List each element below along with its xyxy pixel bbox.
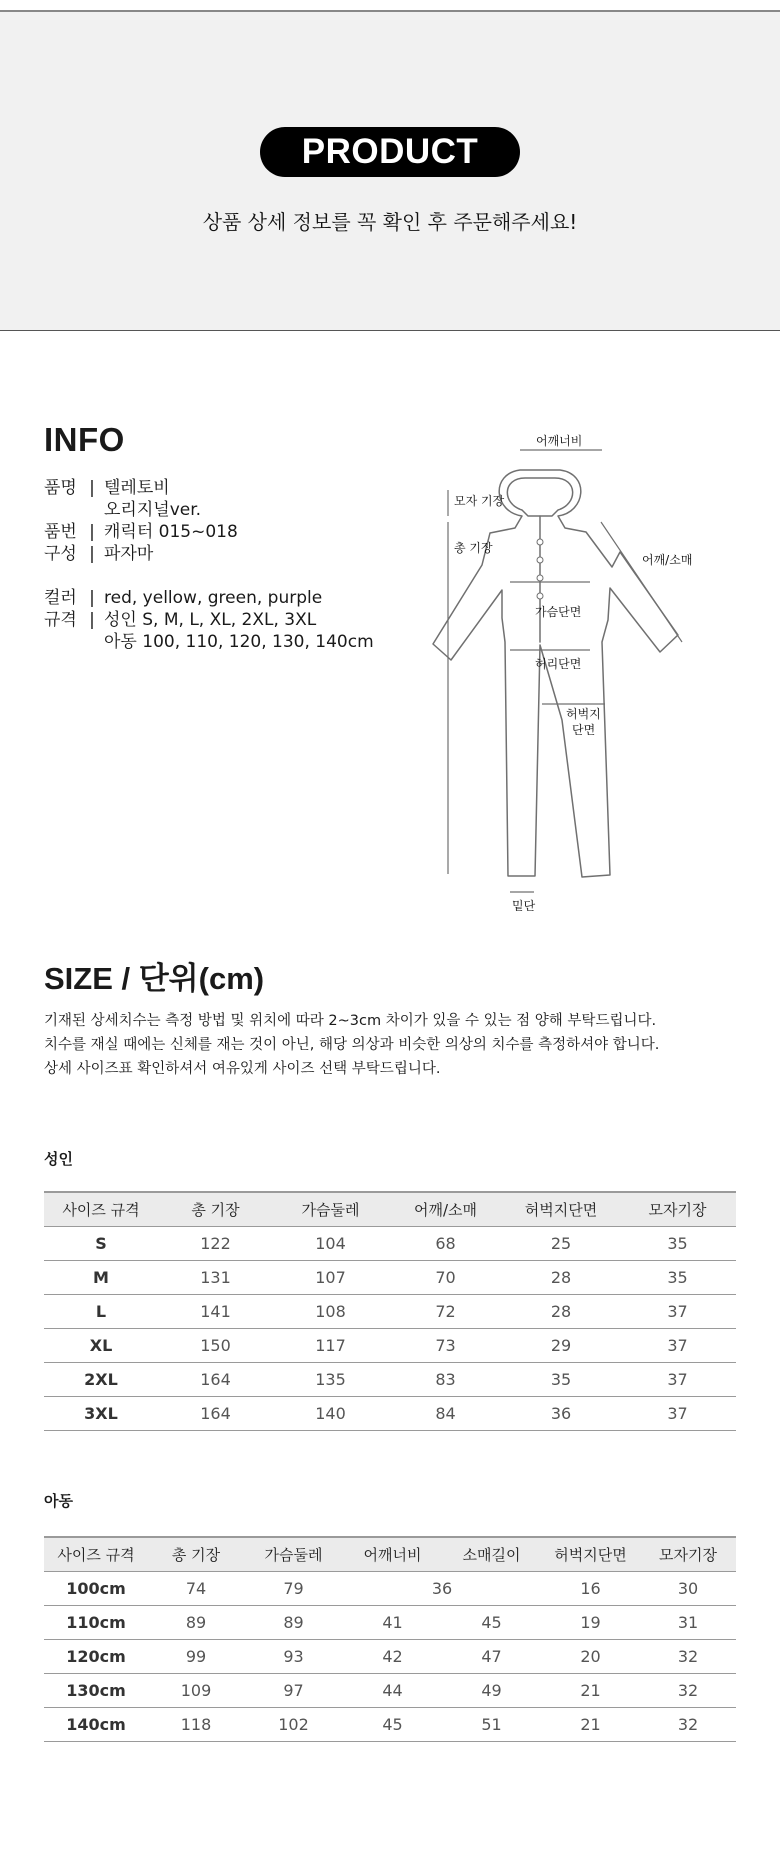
size-cell: 130cm — [44, 1674, 148, 1708]
label-waist: 허리단면 — [535, 657, 582, 671]
info-key: 품번 — [44, 522, 77, 542]
info-sep: | — [89, 544, 95, 564]
column-header: 총 기장 — [158, 1192, 273, 1227]
value-cell: 74 — [148, 1572, 244, 1606]
table-header-row — [44, 1537, 736, 1572]
size-heading: SIZE / 단위(cm) — [44, 961, 265, 996]
info-row-composition — [44, 544, 153, 565]
column-header: 모자기장 — [619, 1192, 736, 1227]
value-cell: 28 — [503, 1295, 619, 1329]
hero-banner — [0, 12, 780, 331]
column-header: 소매길이 — [442, 1537, 541, 1572]
hero-subtitle: 상품 상세 정보를 꼭 확인 후 주문해주세요! — [202, 210, 578, 234]
label-shoulder-width: 어깨너비 — [536, 434, 583, 448]
value-cell: 84 — [388, 1397, 503, 1431]
value-cell: 73 — [388, 1329, 503, 1363]
info-row-name — [44, 478, 170, 499]
table-row — [44, 1640, 736, 1674]
column-header: 모자기장 — [640, 1537, 736, 1572]
value-cell: 32 — [640, 1674, 736, 1708]
shoulder-sleeve-arrow — [601, 522, 682, 642]
button-shape — [537, 575, 543, 581]
value-cell: 19 — [541, 1606, 640, 1640]
value-cell: 37 — [619, 1295, 736, 1329]
info-value: red, yellow, green, purple — [104, 588, 323, 608]
info-key: 규격 — [44, 610, 77, 630]
size-note-2: 치수를 재실 때에는 신체를 재는 것이 아닌, 해당 의상과 비슷한 의상의 치수를 측정하셔야 합니다. — [44, 1037, 660, 1053]
info-sep: | — [89, 522, 95, 542]
value-cell: 44 — [343, 1674, 442, 1708]
value-cell: 141 — [158, 1295, 273, 1329]
column-header: 허벅지단면 — [541, 1537, 640, 1572]
value-cell: 70 — [388, 1261, 503, 1295]
value-cell: 135 — [273, 1363, 388, 1397]
value-cell: 29 — [503, 1329, 619, 1363]
info-sep: | — [89, 478, 95, 498]
column-header: 가슴둘레 — [273, 1192, 388, 1227]
value-cell: 20 — [541, 1640, 640, 1674]
label-shoulder-sleeve: 어깨/소매 — [642, 553, 693, 567]
product-badge: PRODUCT — [260, 127, 520, 177]
adult-size-table — [44, 1191, 736, 1431]
info-row-spec-cont: 아동 100, 110, 120, 130, 140cm — [104, 632, 374, 652]
value-cell: 104 — [273, 1227, 388, 1261]
value-cell: 45 — [343, 1708, 442, 1742]
label-hem: 밑단 — [512, 899, 536, 913]
label-hood-length: 모자 기장 — [454, 494, 505, 508]
column-header: 가슴둘레 — [244, 1537, 343, 1572]
info-sep: | — [89, 588, 95, 608]
size-cell: 2XL — [44, 1363, 158, 1397]
value-cell: 122 — [158, 1227, 273, 1261]
info-key: 품명 — [44, 478, 77, 498]
button-shape — [537, 593, 543, 599]
value-cell: 164 — [158, 1397, 273, 1431]
kids-table-title: 아동 — [44, 1492, 73, 1510]
value-cell: 42 — [343, 1640, 442, 1674]
value-cell: 72 — [388, 1295, 503, 1329]
kids-size-table — [44, 1536, 736, 1742]
label-thigh-1: 허벅지 — [566, 707, 601, 721]
value-cell: 93 — [244, 1640, 343, 1674]
value-cell: 99 — [148, 1640, 244, 1674]
value-cell: 37 — [619, 1363, 736, 1397]
value-cell: 47 — [442, 1640, 541, 1674]
info-key: 컬러 — [44, 588, 77, 608]
column-header: 허벅지단면 — [503, 1192, 619, 1227]
value-cell: 131 — [158, 1261, 273, 1295]
value-cell: 118 — [148, 1708, 244, 1742]
table-row — [44, 1572, 736, 1606]
table-row — [44, 1363, 736, 1397]
info-value: 파자마 — [104, 544, 154, 564]
value-cell: 107 — [273, 1261, 388, 1295]
label-chest: 가슴단면 — [535, 605, 582, 619]
column-header: 사이즈 규격 — [44, 1192, 158, 1227]
adult-table-title: 성인 — [44, 1150, 73, 1168]
info-heading: INFO — [44, 421, 125, 458]
merged-value-cell: 36 — [343, 1572, 541, 1606]
value-cell: 51 — [442, 1708, 541, 1742]
table-row — [44, 1674, 736, 1708]
size-cell: L — [44, 1295, 158, 1329]
value-cell: 35 — [619, 1261, 736, 1295]
info-sep: | — [89, 610, 95, 630]
column-header: 총 기장 — [148, 1537, 244, 1572]
value-cell: 28 — [503, 1261, 619, 1295]
value-cell: 49 — [442, 1674, 541, 1708]
info-row-name-cont: 오리지널ver. — [104, 500, 202, 520]
info-value: 텔레토비 — [104, 478, 170, 498]
table-header-row — [44, 1192, 736, 1227]
info-value: 캐릭터 015~018 — [104, 522, 238, 542]
size-note-3: 상세 사이즈표 확인하셔서 여유있게 사이즈 선택 부탁드립니다. — [44, 1061, 441, 1077]
value-cell: 41 — [343, 1606, 442, 1640]
value-cell: 68 — [388, 1227, 503, 1261]
value-cell: 45 — [442, 1606, 541, 1640]
value-cell: 21 — [541, 1674, 640, 1708]
size-cell: 120cm — [44, 1640, 148, 1674]
label-thigh-2: 단면 — [572, 723, 596, 737]
size-cell: S — [44, 1227, 158, 1261]
value-cell: 97 — [244, 1674, 343, 1708]
column-header: 어깨/소매 — [388, 1192, 503, 1227]
size-cell: 140cm — [44, 1708, 148, 1742]
value-cell: 164 — [158, 1363, 273, 1397]
garment-diagram — [430, 430, 720, 920]
table-row — [44, 1708, 736, 1742]
table-row — [44, 1397, 736, 1431]
value-cell: 16 — [541, 1572, 640, 1606]
value-cell: 37 — [619, 1329, 736, 1363]
column-header: 어깨너비 — [343, 1537, 442, 1572]
value-cell: 36 — [503, 1397, 619, 1431]
value-cell: 21 — [541, 1708, 640, 1742]
info-value: 성인 S, M, L, XL, 2XL, 3XL — [104, 610, 317, 630]
value-cell: 31 — [640, 1606, 736, 1640]
value-cell: 83 — [388, 1363, 503, 1397]
size-cell: 100cm — [44, 1572, 148, 1606]
size-cell: XL — [44, 1329, 158, 1363]
value-cell: 140 — [273, 1397, 388, 1431]
value-cell: 108 — [273, 1295, 388, 1329]
size-cell: 3XL — [44, 1397, 158, 1431]
table-row — [44, 1606, 736, 1640]
value-cell: 35 — [503, 1363, 619, 1397]
button-shape — [537, 539, 543, 545]
value-cell: 150 — [158, 1329, 273, 1363]
jumpsuit-outline — [433, 470, 678, 877]
value-cell: 35 — [619, 1227, 736, 1261]
value-cell: 109 — [148, 1674, 244, 1708]
value-cell: 32 — [640, 1708, 736, 1742]
label-total-length: 총 기장 — [454, 541, 493, 555]
value-cell: 37 — [619, 1397, 736, 1431]
value-cell: 32 — [640, 1640, 736, 1674]
hood-inner-outline — [507, 478, 572, 516]
button-shape — [537, 557, 543, 563]
value-cell: 117 — [273, 1329, 388, 1363]
size-note-1: 기재된 상세치수는 측정 방법 및 위치에 따라 2~3cm 차이가 있을 수 있는 점 양해 부탁드립니다. — [44, 1013, 657, 1029]
value-cell: 25 — [503, 1227, 619, 1261]
table-row — [44, 1329, 736, 1363]
table-row — [44, 1261, 736, 1295]
info-key: 구성 — [44, 544, 77, 564]
value-cell: 30 — [640, 1572, 736, 1606]
value-cell: 102 — [244, 1708, 343, 1742]
size-cell: M — [44, 1261, 158, 1295]
value-cell: 89 — [244, 1606, 343, 1640]
info-row-spec — [44, 610, 316, 631]
size-cell: 110cm — [44, 1606, 148, 1640]
info-row-code — [44, 522, 238, 543]
table-row — [44, 1227, 736, 1261]
column-header: 사이즈 규격 — [44, 1537, 148, 1572]
value-cell: 89 — [148, 1606, 244, 1640]
table-row — [44, 1295, 736, 1329]
info-row-color — [44, 588, 322, 609]
value-cell: 79 — [244, 1572, 343, 1606]
